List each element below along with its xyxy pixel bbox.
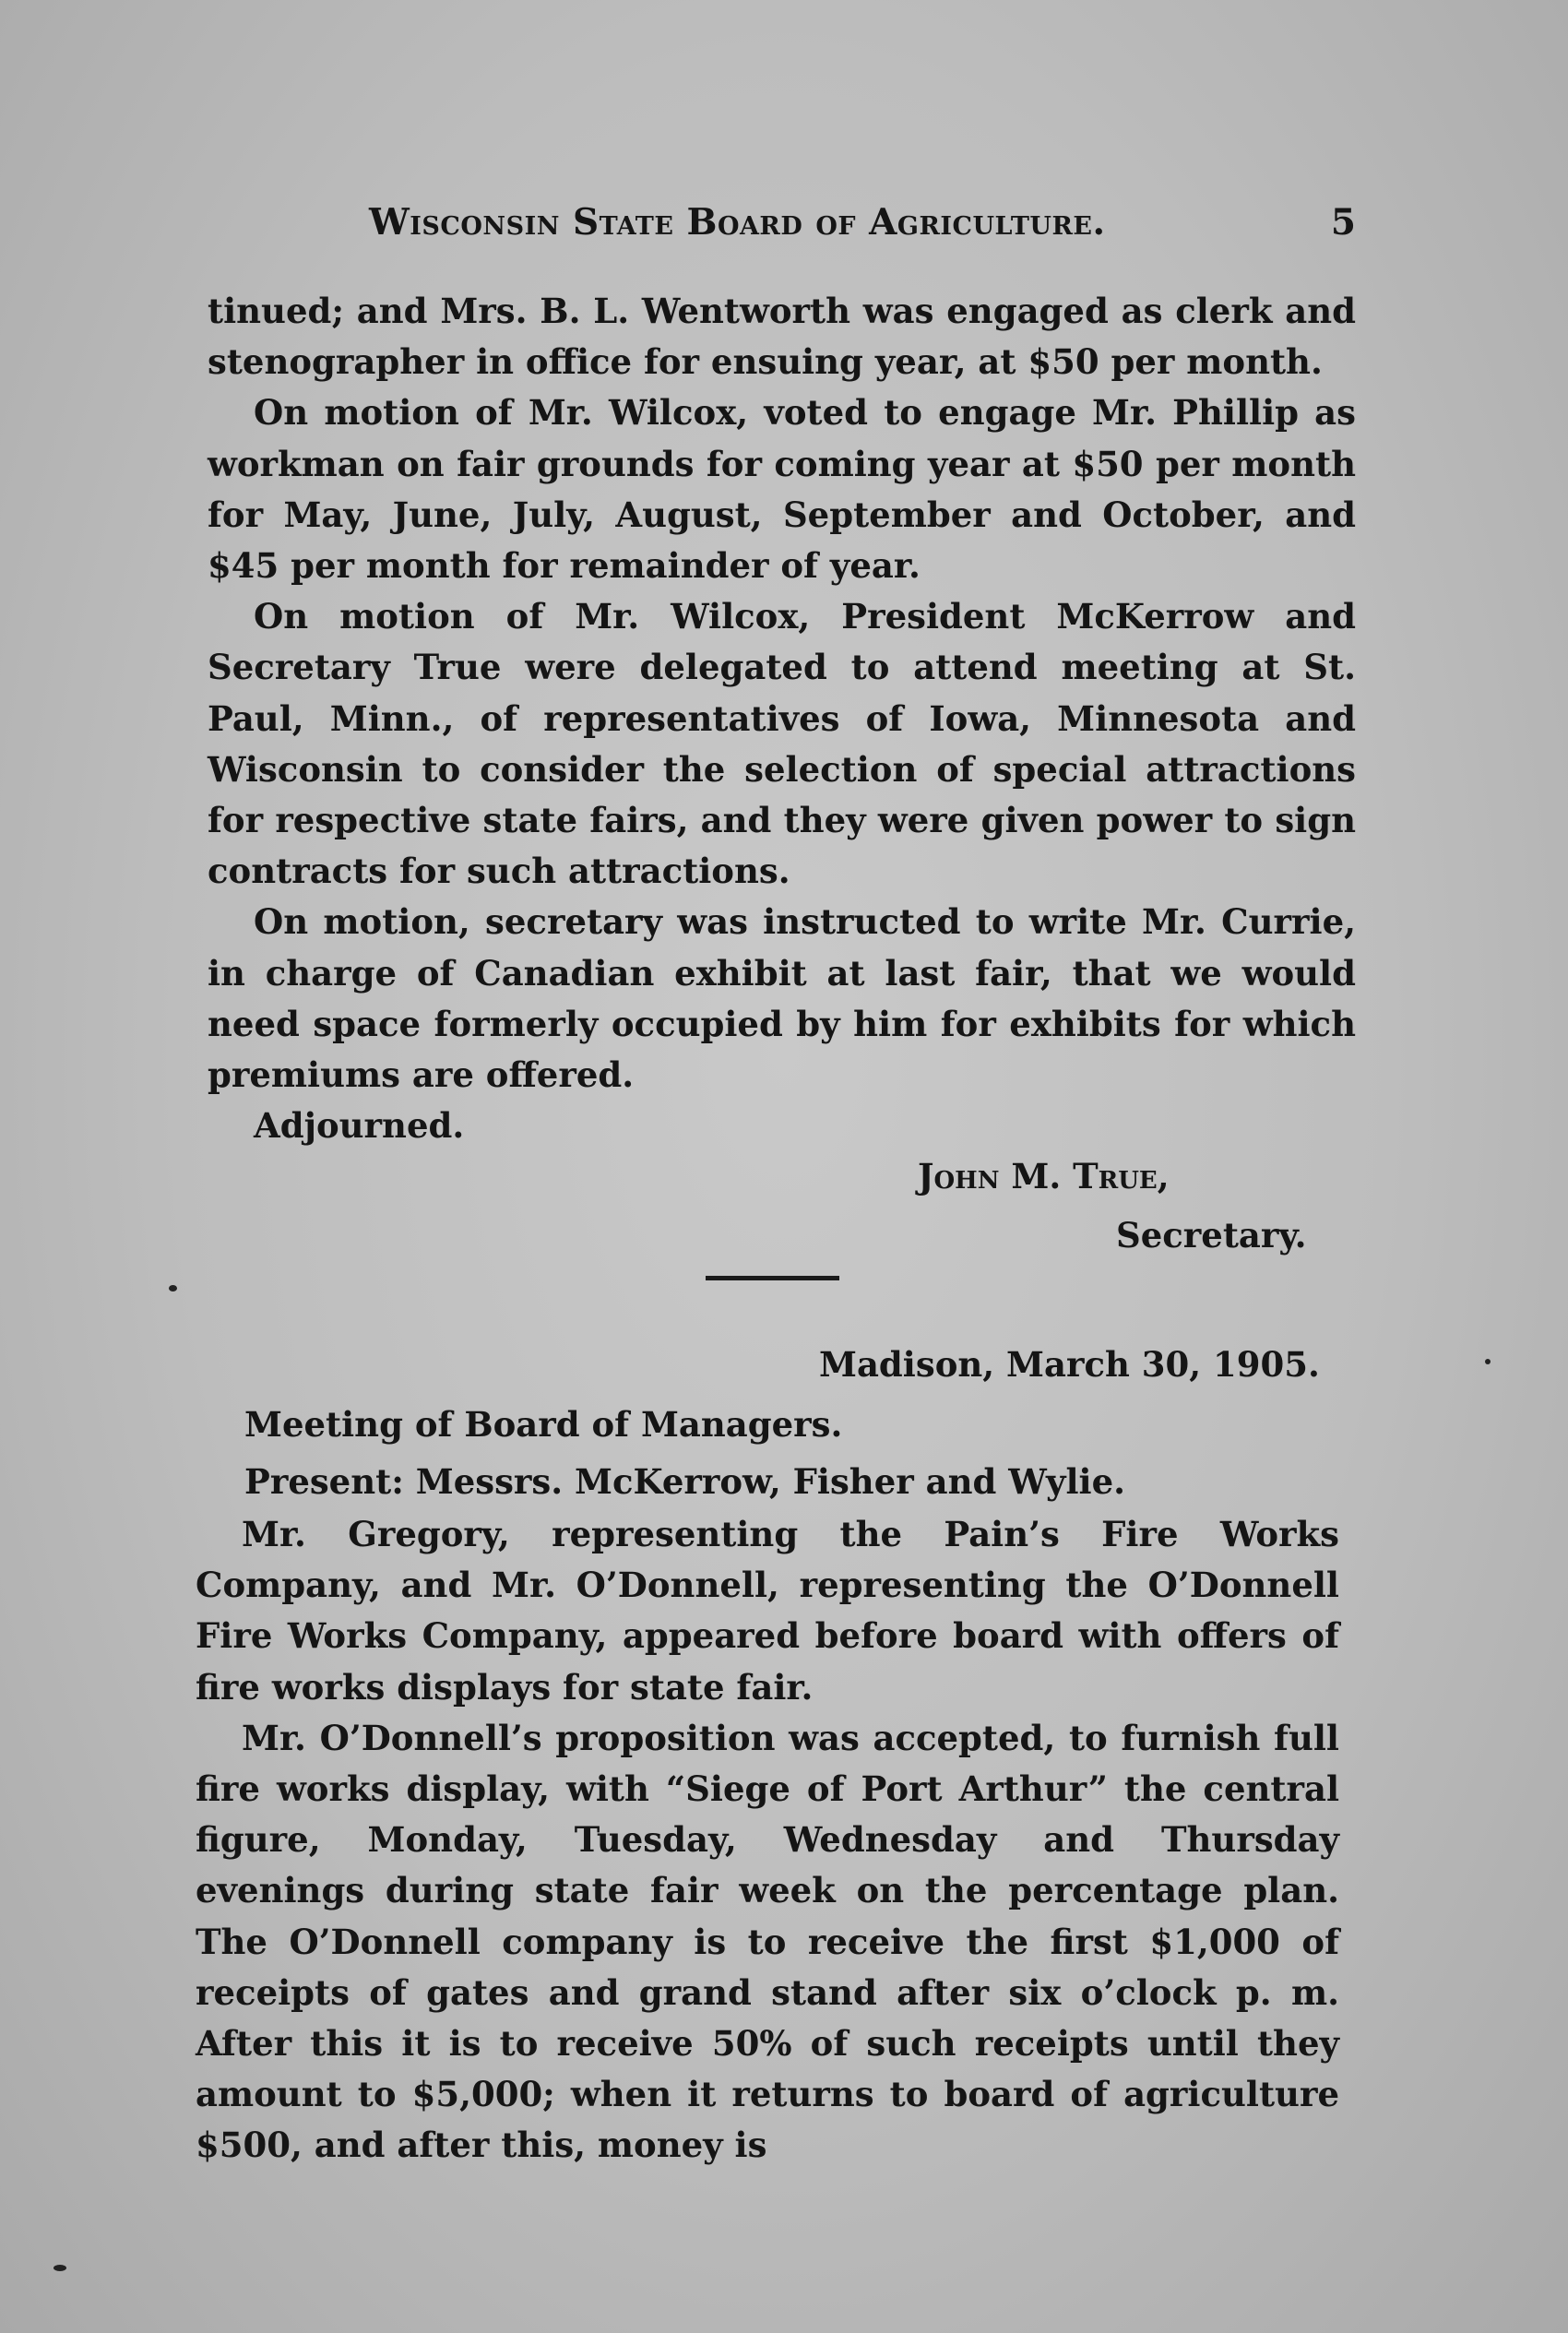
minutes-text-bottom <box>196 1509 1339 2172</box>
meeting-dateline: Madison, March 30, 1905. <box>819 1344 1320 1385</box>
page-number: 5 <box>1330 201 1356 244</box>
scan-speck <box>1485 1359 1491 1364</box>
minutes-text-top <box>208 286 1356 1151</box>
meeting-line: Meeting of Board of Managers. <box>244 1404 843 1445</box>
paragraph-continued: tinued; and Mrs. B. L. Wentworth was engaged as clerk and stenographer in office for ensuing year, at $50 per month. <box>208 291 1356 383</box>
paragraph-phillip-motion: On motion of Mr. Wilcox, voted to engage Mr. Phillip as workman on fair grounds for coming year at $50 per month for May, June, July, August, September and October, and $45 per month for remainder of year. <box>208 392 1356 587</box>
running-title: Wisconsin State Board of Agriculture. <box>369 201 1106 244</box>
paragraph-adjourned: Adjourned. <box>254 1105 465 1147</box>
scan-speck <box>53 2265 66 2271</box>
signature-title: Secretary. <box>1116 1215 1307 1256</box>
paragraph-odonnell-proposition: Mr. O’Donnell’s proposition was accepted, to furnish full fire works display, with “Siege of Port Arthur” the central figure, Monday, Tuesday, Wednesday and Thursday evenings during state fair week on the percentage plan. The O’Donnell company is to receive the first $1,000 of receipts of gates and grand stand after six o’clock p. m. After this it is to receive 50% of such receipts until they amount to $5,000; when it returns to board of agriculture $500, and after this, money is <box>196 1717 1339 2166</box>
paragraph-st-paul-delegation: On motion of Mr. Wilcox, President McKerrow and Secretary True were delegated to attend meeting at St. Paul, Minn., of representatives of Iowa, Minnesota and Wisconsin to consider the selection of special attractions for respective state fairs, and they were given power to sign contracts for such attractions. <box>208 596 1356 892</box>
paragraph-currie-instruction: On motion, secretary was instructed to write Mr. Currie, in charge of Canadian exhibit at last fair, that we would need space formerly occupied by him for exhibits for which premiums are offered. <box>208 901 1356 1096</box>
section-divider <box>706 1276 839 1280</box>
meeting-intro <box>244 1396 1125 1510</box>
present-line: Present: Messrs. McKerrow, Fisher and Wylie. <box>244 1461 1126 1502</box>
paragraph-fireworks-offers: Mr. Gregory, representing the Pain’s Fire Works Company, and Mr. O’Donnell, representing the O’Donnell Fire Works Company, appeared before board with offers of fire works displays for state fair. <box>196 1514 1339 1708</box>
scan-speck <box>169 1285 177 1291</box>
page-header <box>369 201 1356 256</box>
signature-name: John M. True, <box>918 1156 1170 1196</box>
